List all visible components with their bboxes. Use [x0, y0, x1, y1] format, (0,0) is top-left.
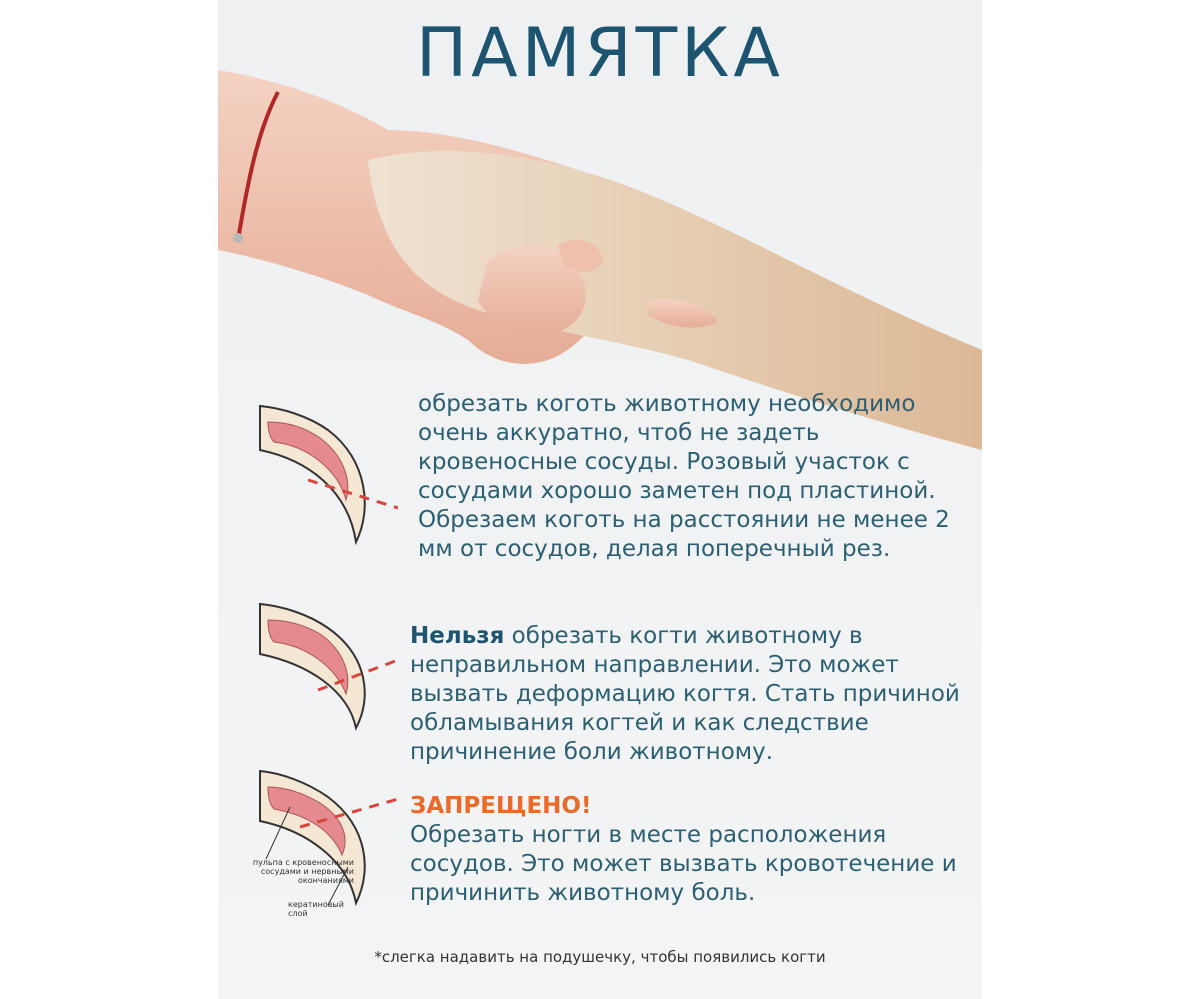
claw-diagram-wrong-direction: [248, 598, 398, 738]
page-title: ПАМЯТКА: [416, 14, 784, 93]
claw-diagram-correct: [248, 400, 398, 550]
warning-lead: ЗАПРЕЩЕНО!: [410, 793, 592, 819]
instruction-correct: обрезать коготь животному необходимо очень аккуратно, чтоб не задеть кровеносные сосуды. Розовый участок с сосудами хорошо заметен под пластиной. Обрезаем коготь на расстоянии не менее 2 мм от сосудов, делая поперечный рез.: [418, 391, 950, 562]
forbidden-lead: Нельзя: [410, 623, 505, 649]
keratin-label: кератиновый слой: [288, 900, 344, 918]
forbidden-text: Обрезать ногти в месте расположения сосудов. Это может вызвать кровотечение и причинить животному боль.: [410, 822, 957, 906]
pulp-label: пульпа с кровеносными сосудами и нервными окончаниями: [252, 858, 354, 885]
instruction-wrong-direction: [410, 622, 970, 767]
instruction-forbidden: [410, 792, 970, 908]
wrong-direction-text: обрезать когти животному в неправильном направлении. Это может вызвать деформацию когтя. Стать причиной обламывания когтей и как следствие причинение боли животному.: [410, 623, 960, 765]
footnote: *слегка надавить на подушечку, чтобы появились когти: [374, 948, 826, 966]
memo-card: [218, 0, 982, 999]
